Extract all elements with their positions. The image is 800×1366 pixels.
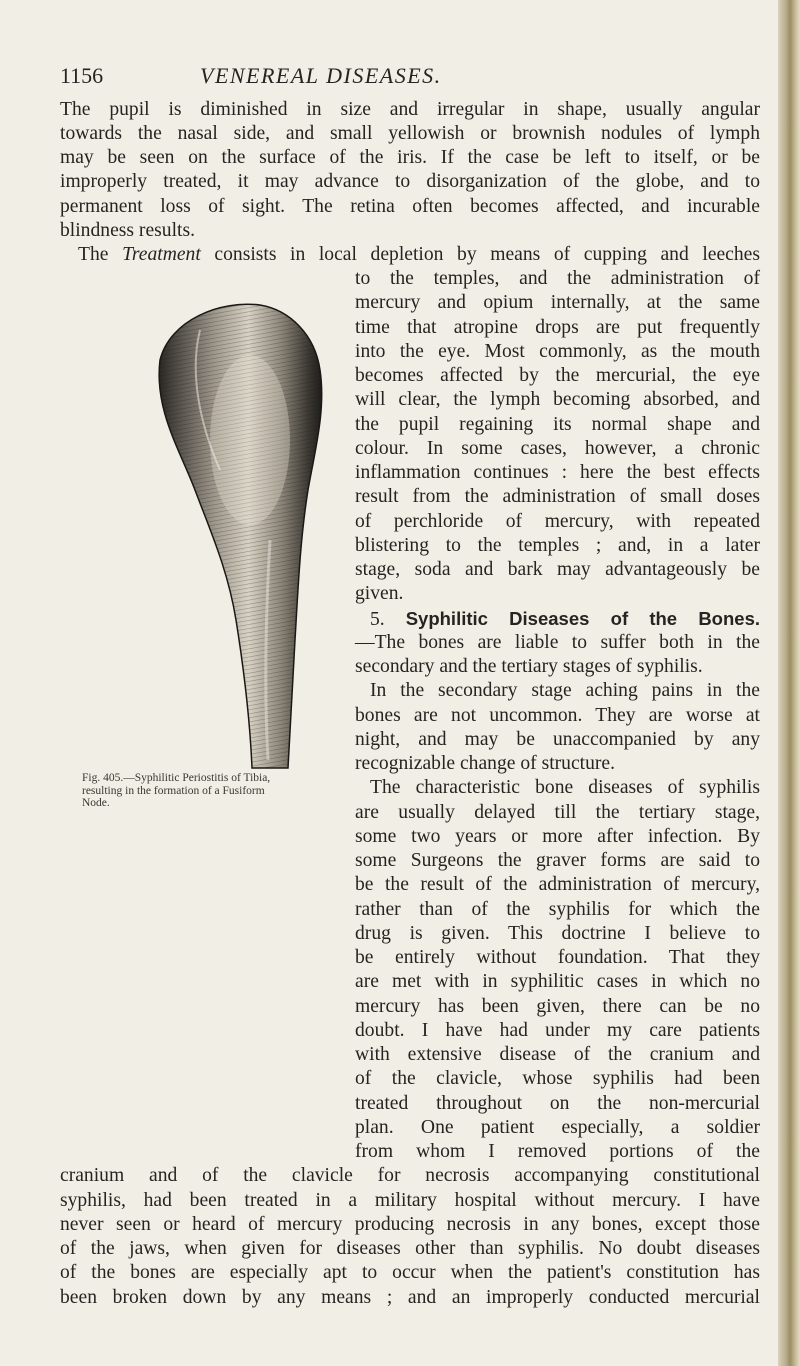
- text-line: The characteristic bone diseases of syphilis: [370, 777, 760, 798]
- text-line: of the clavicle, whose syphilis had been: [355, 1068, 760, 1089]
- text-span: consists in local depletion by means of cupping and leeches: [200, 244, 760, 265]
- text-line: stage, soda and bark may advantageously be: [355, 559, 760, 580]
- section-title: Syphilitic Diseases of the Bones.: [405, 608, 760, 629]
- tibia-drawing: [140, 290, 340, 770]
- text-line: becomes affected by the mercurial, the eye: [355, 365, 760, 386]
- text-line: —The bones are liable to suffer both in the: [355, 632, 760, 653]
- text-line: towards the nasal side, and small yellowish or brownish nodules of lymph: [60, 123, 760, 144]
- text-line: be entirely without foundation. That they: [355, 947, 760, 968]
- text-line: of the jaws, when given for diseases other than syphilis. No doubt diseases: [60, 1238, 760, 1259]
- text-line: never seen or heard of mercury producing necrosis in any bones, except those: [60, 1214, 760, 1235]
- text-line: are usually delayed till the tertiary stage,: [355, 802, 760, 823]
- text-line: In the secondary stage aching pains in the: [370, 680, 760, 701]
- text-line: colour. In some cases, however, a chronic: [355, 438, 760, 459]
- text-span: The: [78, 244, 123, 265]
- text-line: result from the administration of small doses: [355, 486, 760, 507]
- caption-line: Node.: [82, 797, 110, 809]
- text-line: night, and may be unaccompanied by any: [355, 729, 760, 750]
- text-line: some two years or more after infection. By: [355, 826, 760, 847]
- tibia-illustration: [140, 290, 340, 770]
- text-line: mercury and opium internally, at the same: [355, 292, 760, 313]
- text-line: of perchloride of mercury, with repeated: [355, 511, 760, 532]
- text-line: may be seen on the surface of the iris. If the case be left to itself, or be: [60, 147, 760, 168]
- text-line: given.: [355, 583, 404, 604]
- text-line: syphilis, had been treated in a military hospital without mercury. I have: [60, 1190, 760, 1211]
- text-line: bones are not uncommon. They are worse at: [355, 705, 760, 726]
- text-line: into the eye. Most commonly, as the mouth: [355, 341, 760, 362]
- caption-line: resulting in the formation of a Fusiform: [82, 784, 265, 797]
- text-line: be the result of the administration of mercury,: [355, 874, 760, 895]
- page-header: [60, 63, 760, 93]
- section-number: 5.: [370, 609, 385, 630]
- text-line: improperly treated, it may advance to disorganization of the globe, and to: [60, 171, 760, 192]
- text-line: rather than of the syphilis for which the: [355, 899, 760, 920]
- section-heading: [370, 607, 760, 632]
- page-edge-shadow: [778, 0, 800, 1366]
- running-head: VENEREAL DISEASES.: [200, 63, 442, 88]
- text-line: plan. One patient especially, a soldier: [355, 1117, 760, 1138]
- text-line: treated throughout on the non-mercurial: [355, 1093, 760, 1114]
- text-line: of the bones are especially apt to occur when the patient's constitution has: [60, 1262, 760, 1283]
- text-line: to the temples, and the administration of: [355, 268, 760, 289]
- treatment-heading: Treatment: [122, 244, 201, 265]
- text-line: cranium and of the clavicle for necrosis accompanying constitutional: [60, 1165, 760, 1186]
- text-line: secondary and the tertiary stages of syphilis.: [355, 656, 703, 677]
- text-line: some Surgeons the graver forms are said to: [355, 850, 760, 871]
- text-line: recognizable change of structure.: [355, 753, 616, 774]
- text-line: The pupil is diminished in size and irregular in shape, usually angular: [60, 99, 760, 120]
- figure-caption: [82, 772, 318, 810]
- text-line: inflammation continues : here the best effects: [355, 462, 760, 483]
- text-line: time that atropine drops are put frequently: [355, 317, 760, 338]
- text-line: mercury has been given, there can be no: [355, 996, 760, 1017]
- text-line: been broken down by any means ; and an improperly conducted mercurial: [60, 1287, 760, 1308]
- text-line: blistering to the temples ; and, in a later: [355, 535, 760, 556]
- text-line: permanent loss of sight. The retina often becomes affected, and incurable: [60, 196, 760, 217]
- treatment-line: [78, 243, 760, 267]
- page-number: 1156: [60, 63, 104, 88]
- text-line: doubt. I have had under my care patients: [355, 1020, 760, 1041]
- text-line: are met with in syphilitic cases in which no: [355, 971, 760, 992]
- text-line: from whom I removed portions of the: [355, 1141, 760, 1162]
- text-line: blindness results.: [60, 220, 195, 241]
- text-line: drug is given. This doctrine I believe to: [355, 923, 760, 944]
- caption-line: Fig. 405.—Syphilitic Periostitis of Tibia,: [82, 772, 271, 784]
- text-line: the pupil regaining its normal shape and: [355, 414, 760, 435]
- text-line: with extensive disease of the cranium and: [355, 1044, 760, 1065]
- text-line: will clear, the lymph becoming absorbed, and: [355, 389, 760, 410]
